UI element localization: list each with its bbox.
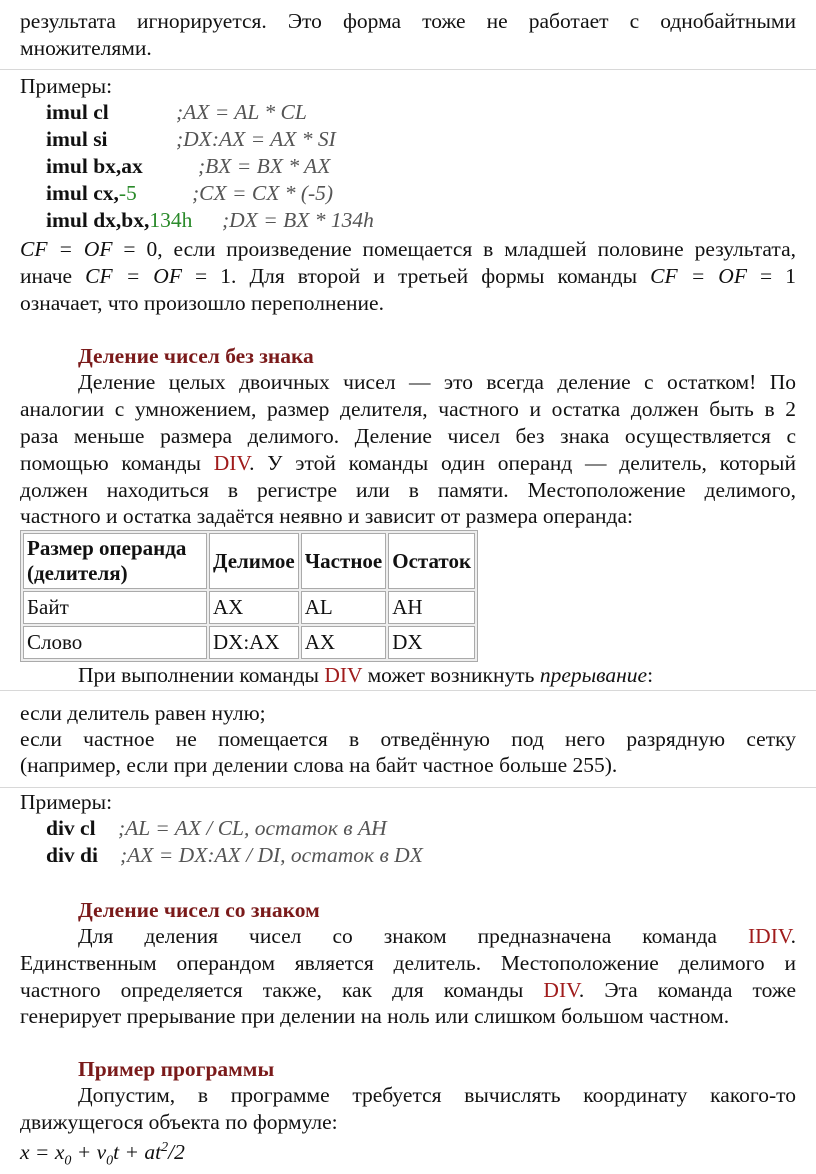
- div-examples-heading: Примеры:: [20, 790, 113, 814]
- instruction: imul si: [46, 127, 108, 151]
- code-comment: ;AL = AX / CL, остаток в AH: [118, 816, 387, 840]
- paragraph-line: Деление целых двоичных чисел — это всегда деление с остатком! По: [78, 370, 796, 394]
- table-row: [23, 626, 475, 659]
- table-cell: AX: [209, 591, 299, 624]
- section-heading-program: Пример программы: [78, 1057, 275, 1081]
- imul-example-row: [46, 207, 796, 233]
- div-command: DIV: [324, 663, 363, 687]
- imul-example-row: [46, 126, 796, 152]
- operand-size-table: [20, 530, 478, 662]
- paragraph-line: раза меньше размера делимого. Деление чисел без знака осуществляется с: [20, 424, 796, 448]
- section-heading-signed-div: Деление чисел со знаком: [78, 898, 320, 922]
- paragraph-line: помощью команды DIV. У этой команды один операнд — делитель, который: [20, 451, 796, 475]
- table-cell: Слово: [23, 626, 207, 659]
- idiv-command: IDIV: [748, 924, 791, 948]
- imul-example-row: [46, 99, 796, 125]
- paragraph-line: генерирует прерывание при делении на ноль или слишком большом частном.: [20, 1004, 730, 1028]
- interrupt-condition-2-cont: (например, если при делении слова на байт частное больше 255).: [20, 753, 618, 777]
- code-comment: ;AX = DX:AX / DI, остаток в DX: [120, 843, 423, 867]
- interrupt-condition-1: если делитель равен нулю;: [20, 701, 266, 725]
- paragraph-line: аналогии с умножением, размер делителя, частного и остатка должен быть в 2: [20, 397, 796, 421]
- section-heading-unsigned-div: Деление чисел без знака: [78, 344, 314, 368]
- top-text-line-1: результата игнорируется. Это форма тоже не работает с однобайтными: [20, 9, 796, 33]
- code-comment: ;AX = AL * CL: [176, 100, 307, 124]
- code-comment: ;DX = BX * 134h: [222, 208, 374, 232]
- div-example-row: [46, 842, 796, 868]
- paragraph-line: Единственным операндом является делитель. Местоположение делимого и: [20, 951, 796, 975]
- table-cell: AL: [301, 591, 386, 624]
- table-header: Размер операнда (делителя): [23, 533, 207, 589]
- instruction: imul bx: [46, 154, 116, 178]
- instruction: imul dx: [46, 208, 116, 232]
- instruction: div cl: [46, 816, 96, 840]
- paragraph-line: Допустим, в программе требуется вычислять координату какого-то: [78, 1083, 796, 1107]
- immediate-value: -5: [118, 181, 137, 205]
- table-cell: AH: [388, 591, 475, 624]
- table-cell: DX: [388, 626, 475, 659]
- code-comment: ;BX = BX * AX: [198, 154, 331, 178]
- code-comment: ;DX:AX = AX * SI: [176, 127, 336, 151]
- table-header: Остаток: [388, 533, 475, 589]
- imul-example-row: [46, 153, 796, 179]
- paragraph-line: частного определяется также, как для команды DIV. Эта команда тоже: [20, 978, 796, 1002]
- table-cell: DX:AX: [209, 626, 299, 659]
- table-header: Частное: [301, 533, 386, 589]
- instruction: imul cl: [46, 100, 109, 124]
- interrupt-condition-2: если частное не помещается в отведённую под него разрядную сетку: [20, 727, 796, 751]
- imul-example-row: [46, 180, 796, 206]
- flags-line-3: означает, что произошло переполнение.: [20, 291, 384, 315]
- paragraph-line: Для деления чисел со знаком предназначена команда IDIV.: [78, 924, 796, 948]
- paragraph-line: движущегося объекта по формуле:: [20, 1110, 338, 1134]
- flags-line-1: CF = OF = 0, если произведение помещается в младшей половине результата,: [20, 237, 796, 261]
- operands: ,ax: [115, 154, 143, 178]
- interrupt-intro: При выполнении команды DIV может возникнуть прерывание:: [78, 663, 654, 687]
- instruction: imul cx: [46, 181, 114, 205]
- immediate-value: 134h: [149, 208, 193, 232]
- table-header: Делимое: [209, 533, 299, 589]
- operands: ,: [113, 181, 119, 205]
- paragraph-line: должен находиться в регистре или в памяти. Местоположение делимого,: [20, 478, 796, 502]
- div-example-row: [46, 815, 796, 841]
- operands: ,bx,: [115, 208, 150, 232]
- table-cell: Байт: [23, 591, 207, 624]
- paragraph-line: частного и остатка задаётся неявно и зависит от размера операнда:: [20, 504, 633, 528]
- code-comment: ;CX = CX * (-5): [192, 181, 334, 205]
- instruction: div di: [46, 843, 98, 867]
- div-command: DIV: [543, 978, 579, 1002]
- table-header-row: [23, 533, 475, 589]
- top-text-line-2: множителями.: [20, 36, 152, 60]
- imul-examples-heading: Примеры:: [20, 74, 113, 98]
- table-row: [23, 591, 475, 624]
- flags-line-2: иначе CF = OF = 1. Для второй и третьей формы команды CF = OF = 1: [20, 264, 796, 288]
- motion-formula: $x = x_0 + v_0t + at^2/2$: [20, 1140, 185, 1169]
- table-cell: AX: [301, 626, 386, 659]
- div-command: DIV: [213, 451, 250, 475]
